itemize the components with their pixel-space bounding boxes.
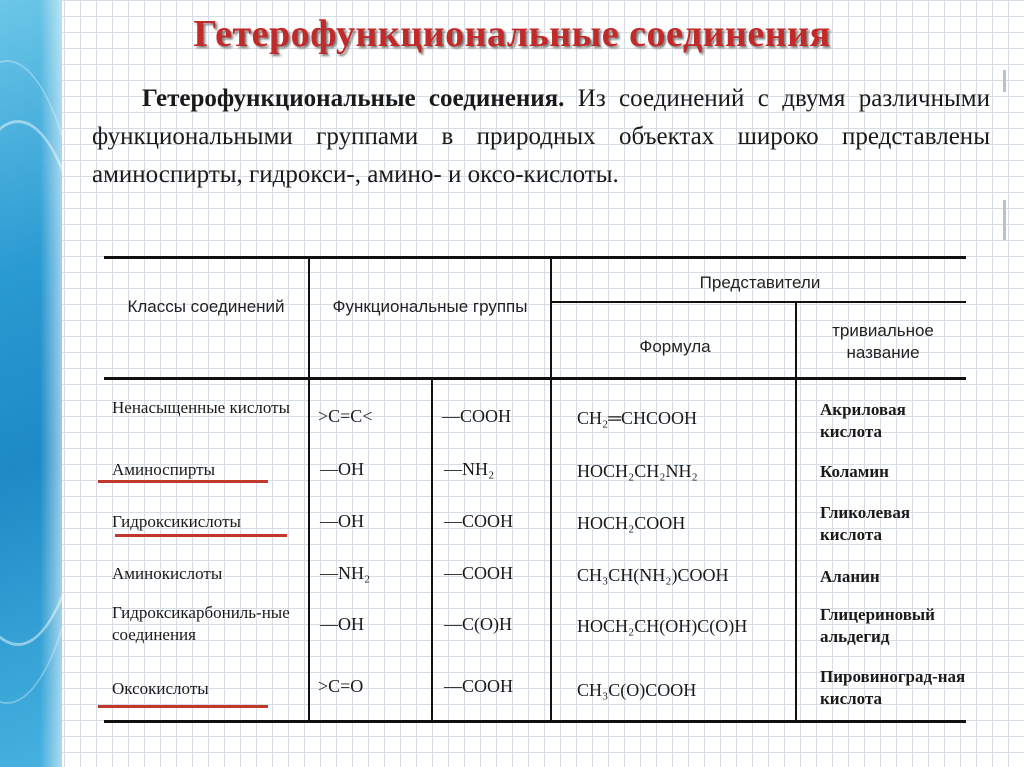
header-trivial: тривиальное название (832, 321, 934, 362)
table-col-divider (550, 258, 552, 721)
group1-cell: —OH (320, 511, 364, 531)
trivial-cell: Глицериновый альдегид (820, 605, 935, 646)
formula-cell: CH₃CH(NH₂)COOH (577, 565, 729, 585)
intro-text: Из соединений с двумя различными функциональными группами в природных объектах широко представлены аминоспирты, гидрокси-, амино- и оксо-кислоты. (92, 85, 991, 188)
group1-cell: —NH₂ (320, 563, 371, 583)
formula-cell: HOCH₂CH(OH)C(O)H (577, 616, 748, 636)
group1-cell: —OH (320, 614, 364, 634)
highlight-underline (98, 480, 268, 483)
highlight-underline (98, 705, 268, 708)
formula-cell: HOCH₂CH₂NH₂ (577, 461, 698, 481)
intro-paragraph (92, 80, 990, 194)
table-top-rule (104, 256, 966, 259)
group2-cell: —COOH (442, 406, 512, 426)
group2-cell: —C(O)H (444, 614, 512, 634)
formula-cell: HOCH₂COOH (577, 513, 686, 533)
page-title: Гетерофункциональные соединения (193, 13, 831, 55)
group2-cell: —COOH (444, 511, 514, 531)
group2-cell: —NH₂ (444, 459, 495, 479)
class-cell: Аминокислоты (112, 564, 223, 583)
trivial-cell: Акриловая кислота (820, 400, 906, 441)
class-cell: Гидроксикарбониль-ные соединения (112, 603, 290, 644)
trivial-cell: Коламин (820, 462, 889, 481)
class-cell: Гидроксикислоты (112, 512, 241, 531)
table-col-divider (431, 379, 433, 721)
header-groups: Функциональные группы (332, 297, 528, 316)
class-cell: Ненасыщенные кислоты (112, 398, 290, 417)
table-header-rule (104, 377, 966, 380)
trivial-cell: Аланин (820, 567, 880, 586)
intro-bold: Гетерофункциональные соединения. (142, 85, 565, 112)
group1-cell: >C=O (318, 676, 364, 696)
band-shine (40, 0, 62, 767)
trivial-cell: Пировиноград-ная кислота (820, 667, 966, 708)
table-col-divider (795, 302, 797, 721)
right-edge-mark (1003, 200, 1006, 240)
class-cell: Аминоспирты (112, 460, 216, 479)
table-bottom-rule (104, 720, 966, 723)
formula-cell: CH₃C(O)COOH (577, 680, 697, 700)
table-col-divider (308, 258, 310, 721)
header-classes: Классы соединений (127, 297, 285, 316)
group1-cell: —OH (320, 459, 364, 479)
group2-cell: —COOH (444, 563, 514, 583)
right-edge-mark (1003, 70, 1006, 92)
table-sub-rule (550, 301, 966, 303)
decorative-side-band (0, 0, 62, 767)
group1-cell: >C=C< (318, 406, 373, 426)
header-representatives: Представители (699, 273, 821, 292)
formula-cell: CH₂═CHCOOH (577, 408, 698, 428)
highlight-underline (115, 534, 287, 537)
group2-cell: —COOH (444, 676, 514, 696)
class-cell: Оксокислоты (112, 679, 209, 698)
trivial-cell: Гликолевая кислота (820, 503, 911, 544)
header-formula: Формула (639, 337, 711, 356)
